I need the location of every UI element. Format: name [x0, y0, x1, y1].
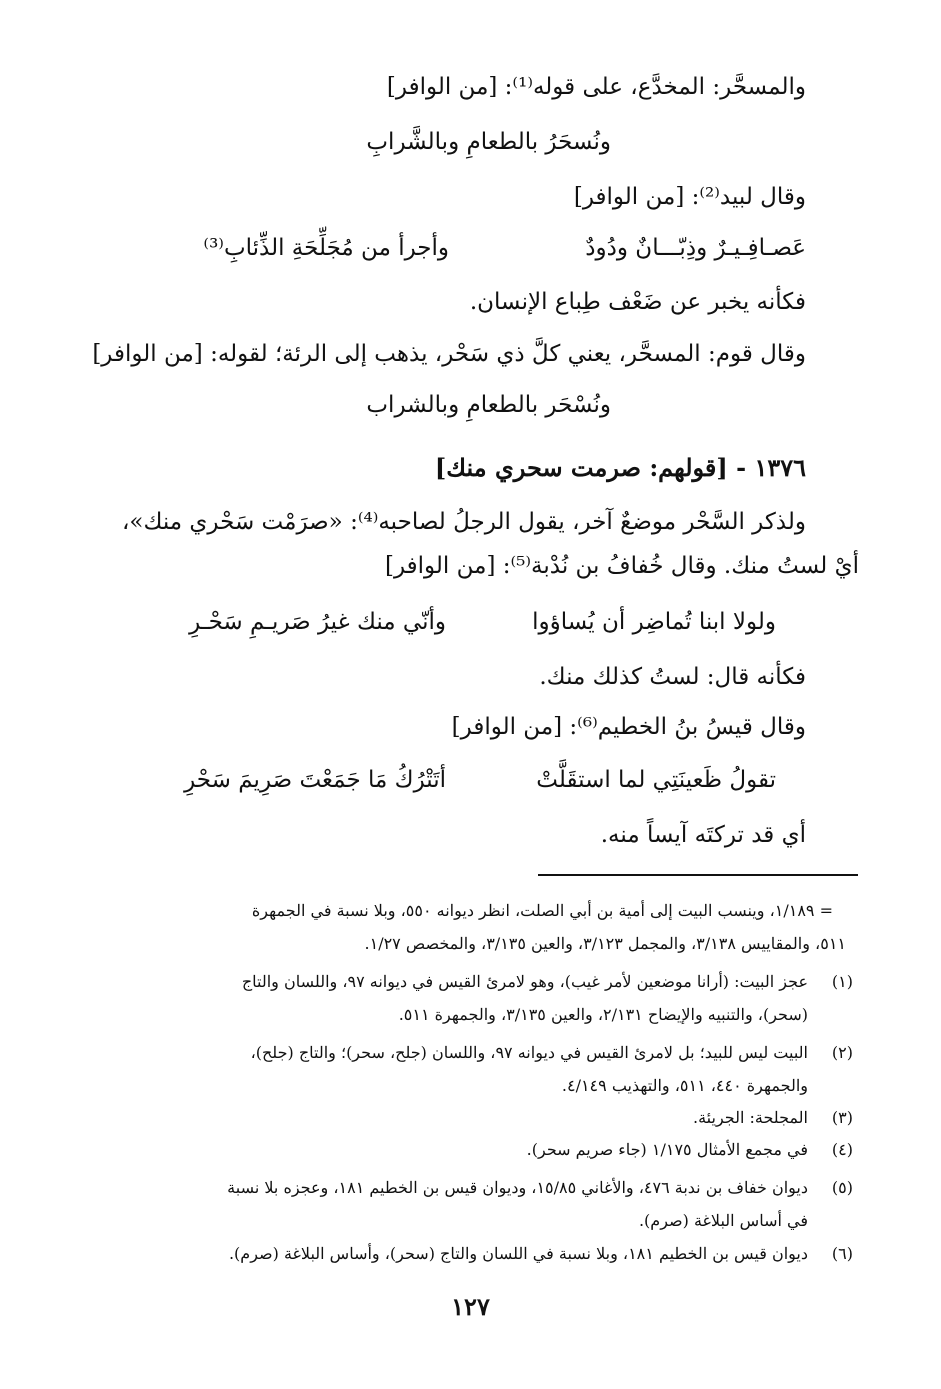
verse-line: ونُسحَرُ بالطعامِ وبالشَّرابِ: [366, 129, 611, 155]
text-line: ولذكر السَّحْر موضعٌ آخر، يقول الرجلُ لصاحبه⁽⁴⁾: «صرَمْت سَحْري منك»،: [121, 509, 806, 535]
footnote-text: المجلحة: الجريئة.: [693, 1108, 808, 1127]
verse-hemistich-second: وأجرأ من مُجَلِّحَةِ الذِّئابِ⁽³⁾: [203, 235, 449, 261]
text-line: وقال قيسُ بنُ الخطيم⁽⁶⁾: [من الوافر]: [451, 714, 806, 740]
footnote-text: في أساس البلاغة (صرم).: [638, 1211, 808, 1230]
verse-hemistich-first: ولولا ابنا تُماضِر أن يُساؤوا: [532, 609, 776, 635]
text-line: وقال لبيد⁽²⁾: [من الوافر]: [573, 184, 806, 210]
footnote-number: (١): [831, 972, 853, 991]
footnote-number: (٦): [831, 1244, 853, 1263]
text-line: وقال قوم: المسحَّر، يعني كلَّ ذي سَحْر، يذهب إلى الرئة؛ لقوله: [من الوافر]: [92, 341, 806, 367]
verse-hemistich-first: تقولُ ظَعينَتِي لما استقَلَّتْ: [536, 767, 776, 793]
text-line: فكأنه قال: لستُ كذلك منك.: [539, 664, 806, 690]
footnote-text: في مجمع الأمثال ١/١٧٥ (جاء صريم سحر).: [526, 1140, 808, 1159]
footnote-number: (٥): [831, 1178, 853, 1197]
footnote-number: (٢): [831, 1043, 853, 1062]
text-line: والمسحَّر: المخدَّع، على قوله⁽¹⁾: [من الوافر]: [386, 74, 806, 100]
footnote-text: ديوان خفاف بن ندبة ٤٧٦، والأغاني ١٥/٨٥، وديوان قيس بن الخطيم ١٨١، وعجزه بلا نسبة: [227, 1178, 808, 1197]
footnote-text: البيت ليس للبيد؛ بل لامرئ القيس في ديوانه ٩٧، واللسان (جلح، سحر)؛ والتاج (جلح)،: [250, 1043, 808, 1062]
footnote-continuation: ٥١١، والمقاييس ٣/١٣٨، والمجمل ٣/١٢٣، والعين ٣/١٣٥، والمخصص ١/٢٧.: [364, 934, 846, 953]
footnote-text: (سحر)، والتنبيه والإيضاح ٢/١٣١، والعين ٣/١٣٥، والجمهرة ٥١١.: [398, 1005, 808, 1024]
verse-hemistich-second: أتَتْرُكُ مَا جَمَعْتَ صَرِيمَ سَحْرِ: [184, 767, 446, 793]
text-line: أي قد تركتَه آيساً منه.: [600, 822, 806, 848]
footnote-number: (٣): [831, 1108, 853, 1127]
page-number: ١٢٧: [451, 1292, 490, 1321]
footnote-number: (٤): [831, 1140, 853, 1159]
footnote-continuation: = ١/١٨٩، وينسب البيت إلى أمية بن أبي الصلت، انظر ديوانه ٥٥٠، وبلا نسبة في الجمهرة: [251, 901, 833, 920]
footnote-text: ديوان قيس بن الخطيم ١٨١، وبلا نسبة في اللسان والتاج (سحر)، وأساس البلاغة (صرم).: [228, 1244, 808, 1263]
verse-hemistich-first: عَصـافِـيـرٌ وذِبّـــانٌ ودُودٌ: [585, 235, 806, 261]
verse-line: ونُسْحَر بالطعامِ وبالشراب: [366, 392, 611, 418]
text-line: فكأنه يخبر عن ضَعْف طِباع الإنسان.: [469, 289, 806, 315]
footnote-text: والجمهرة ٤٤٠، ٥١١، والتهذيب ٤/١٤٩.: [561, 1076, 808, 1095]
verse-hemistich-second: وأنّي منك غيرُ صَريـمِ سَحْـرِ: [189, 609, 446, 635]
footnote-text: عجز البيت: (أرانا موضعين لأمر غيب)، وهو لامرئ القيس في ديوانه ٩٧، واللسان والتاج: [241, 972, 808, 991]
section-heading: ١٣٧٦ - [قولهم: صرمت سحري منك]: [434, 453, 806, 482]
footnote-divider: [538, 874, 858, 876]
text-line: أيْ لستُ منك. وقال خُفافُ بن نُدْبة⁽⁵⁾: [من الوافر]: [384, 553, 859, 579]
